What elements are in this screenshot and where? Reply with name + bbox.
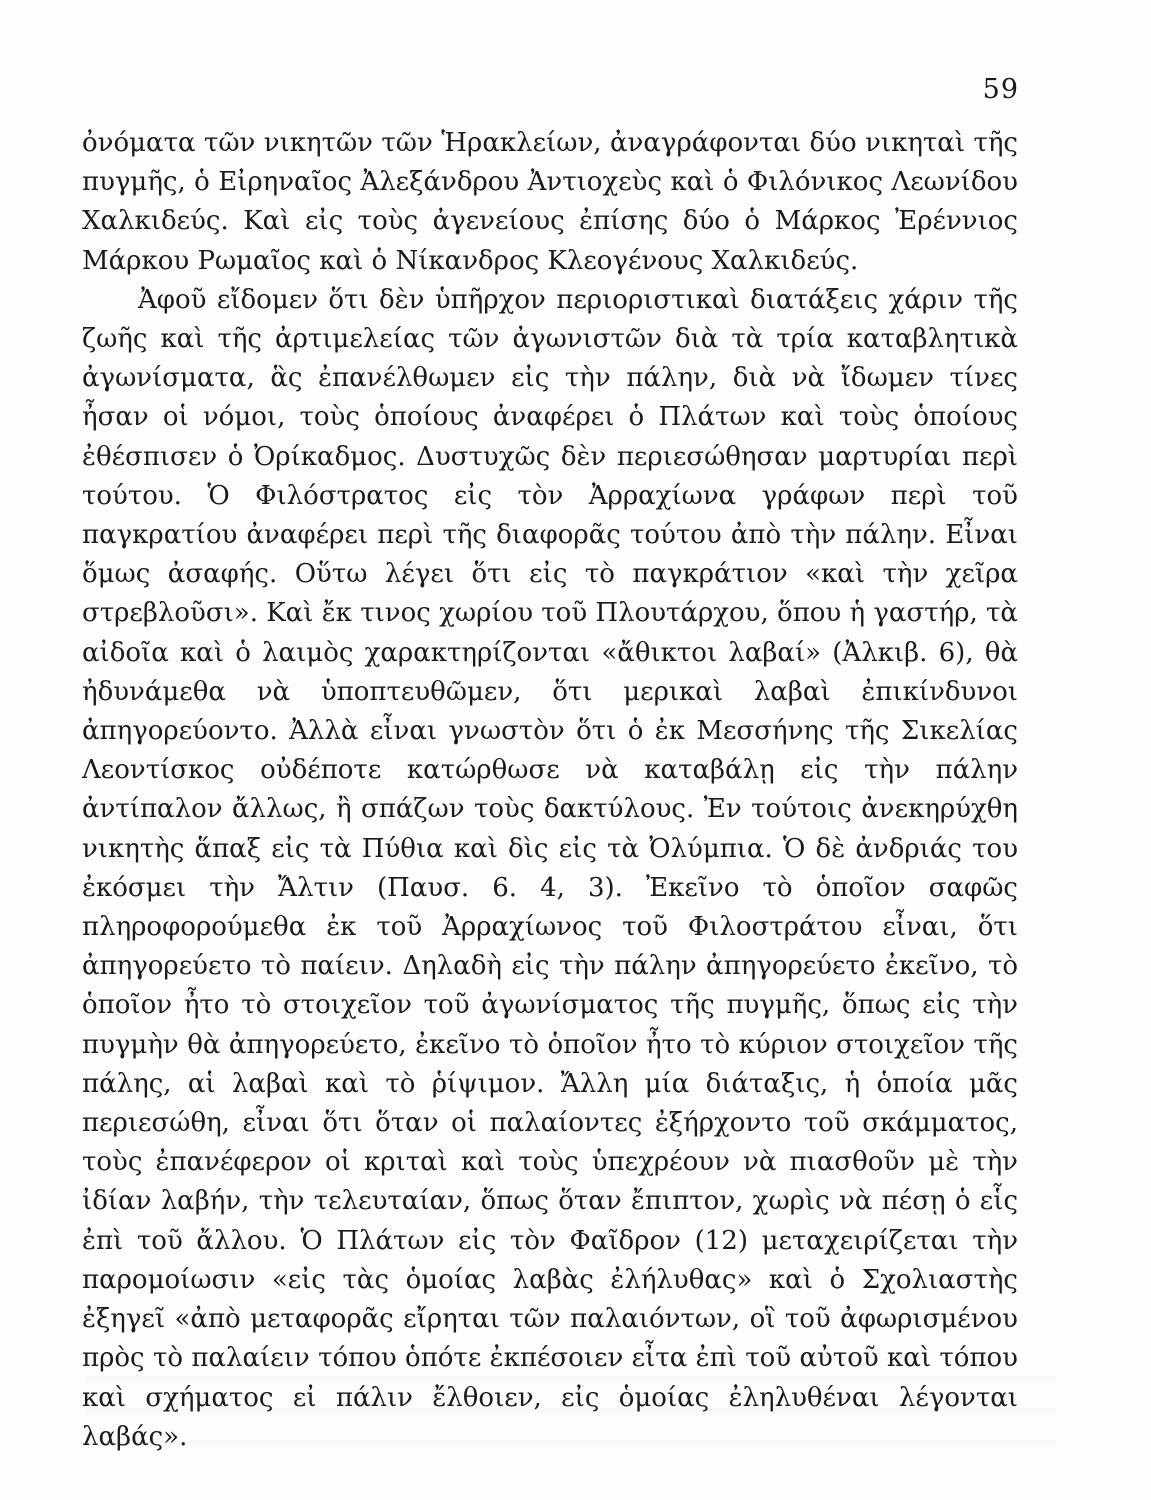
paragraph-wrestling-rules: Ἀφοῦ εἴδομεν ὅτι δὲν ὑπῆρχον περιοριστικαὶ διατάξεις χάριν τῆς ζωῆς καὶ τῆς ἀρτιμελείας τῶν ἀγωνιστῶν διὰ τὰ τρία καταβλητικὰ ἀγωνίσματα, ἃς ἐπανέλθωμεν εἰς τὴν πάλην, διὰ νὰ ἴδωμεν τίνες ἦσαν οἱ νόμοι, τοὺς ὁποίους ἀναφέρει ὁ Πλάτων καὶ τοὺς ὁποίους ἐθέσπισεν ὁ Ὀρίκαδμος. Δυστυχῶς δὲν περιεσώθησαν μαρτυρίαι περὶ τούτου. Ὁ Φιλόστρατος εἰς τὸν Ἀρραχίωνα γράφων περὶ τοῦ παγκρατίου ἀναφέρει περὶ τῆς διαφορᾶς τούτου ἀπὸ τὴν πάλην. Εἶναι ὅμως ἀσαφής. Οὕτω λέγει ὅτι εἰς τὸ παγκράτιον «καὶ τὴν χεῖρα στρεβλοῦσι». Καὶ ἔκ τινος χωρίου τοῦ Πλουτάρχου, ὅπου ἡ γαστήρ, τὰ αἰδοῖα καὶ ὁ λαιμὸς χαρακτηρίζονται «ἄθικτοι λαβαί» (Ἀλκιβ. 6), θὰ ἠδυνάμεθα νὰ ὑποπτευθῶμεν, ὅτι μερικαὶ λαβαὶ ἐπικίνδυνοι ἀπηγορεύοντο. Ἀλλὰ εἶναι γνωστὸν ὅτι ὁ ἐκ Μεσσήνης τῆς Σικελίας Λεοντίσκος οὐδέποτε κατώρθωσε νὰ καταβάλῃ εἰς τὴν πάλην ἀντίπαλον ἄλλως, ἢ σπάζων τοὺς δακτύλους. Ἐν τούτοις ἀνεκηρύχθη νικητὴς ἅπαξ εἰς τὰ Πύθια καὶ δὶς εἰς τὰ Ὀλύμπια. Ὁ δὲ ἀνδριάς του ἐκόσμει τὴν Ἄλτιν (Παυσ. 6. 4, 3). Ἐκεῖνο τὸ ὁποῖον σαφῶς πληροφορούμεθα ἐκ τοῦ Ἀρραχίωνος τοῦ Φιλοστράτου εἶναι, ὅτι ἀπηγορεύετο τὸ παίειν. Δηλαδὴ εἰς τὴν πάλην ἀπηγορεύετο ἐκεῖνο, τὸ ὁποῖον ἦτο τὸ στοιχεῖον τοῦ ἀγωνίσματος τῆς πυγμῆς, ὅπως εἰς τὴν πυγμὴν θὰ ἀπηγορεύετο, ἐκεῖνο τὸ ὁποῖον ἦτο τὸ κύριον στοιχεῖον τῆς πάλης, αἱ λαβαὶ καὶ τὸ ῥίψιμον. Ἄλλη μία διάταξις, ἡ ὁποία μᾶς περιεσώθη, εἶναι ὅτι ὅταν οἱ παλαίοντες ἐξήρχοντο τοῦ σκάμματος, τοὺς ἐπανέφερον οἱ κριταὶ καὶ τοὺς ὑπεχρέουν νὰ πιασθοῦν μὲ τὴν ἰδίαν λαβήν, τὴν τελευταίαν, ὅπως ὅταν ἔπιπτον, χωρὶς νὰ πέσῃ ὁ εἷς ἐπὶ τοῦ ἄλλου. Ὁ Πλάτων εἰς τὸν Φαῖδρον (12) μεταχειρίζεται τὴν παρομοίωσιν «εἰς τὰς ὁμοίας λαβὰς ἐλήλυθας» καὶ ὁ Σχολιαστὴς ἐξηγεῖ «ἀπὸ μεταφορᾶς εἴρηται τῶν παλαιόντων, οἳ τοῦ ἀφωρισμένου πρὸς τὸ παλαίειν τόπου ὁπότε ἐκπέσοιεν εἶτα ἐπὶ τοῦ αὐτοῦ καὶ τόπου καὶ σχήματος εἰ πάλιν ἔλθοιεν, εἰς ὁμοίας ἐληλυθέναι λέγονται λαβάς». [82,284,1018,1452]
page-number: 59 [982,74,1019,105]
paragraph-victors: ὀνόματα τῶν νικητῶν τῶν Ἡρακλείων, ἀναγράφονται δύο νικηταὶ τῆς πυγμῆς, ὁ Εἰρηναῖος Ἀλεξάνδρου Ἀντιοχεὺς καὶ ὁ Φιλόνικος Λεωνίδου Χαλκιδεύς. Καὶ εἰς τοὺς ἀγενείους ἐπίσης δύο ὁ Μάρκος Ἐρέννιος Μάρκου Ρωμαῖος καὶ ὁ Νίκανδρος Κλεογένους Χαλκιδεύς. [82,128,1018,276]
body-text [82,124,1018,1457]
